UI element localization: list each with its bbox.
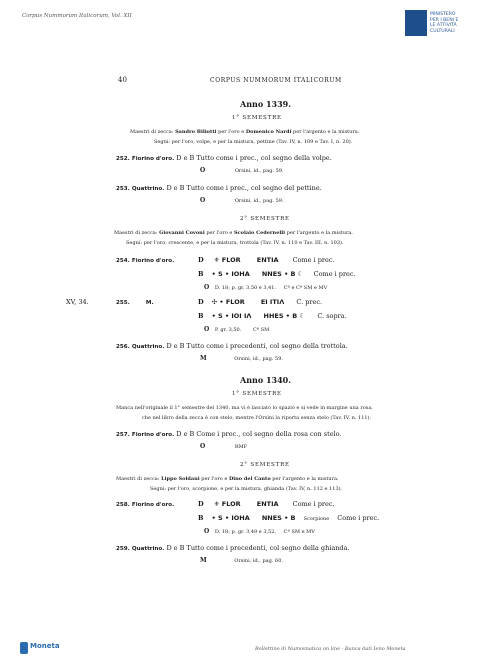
marks-line: Segni: per l'oro, crescente, e per la mistura, trottola (Tav. IV, n. 110 e Tav. III, n. 103). <box>126 240 344 246</box>
entry-257: 257. Fiorino d'oro. D e B Come i prec., col segno della rosa con stelo. <box>116 430 342 438</box>
entry-255-plate-ref: XV, 34. <box>66 298 89 306</box>
ministry-logo <box>405 10 477 46</box>
entry-257-ref: O RMF <box>200 443 248 450</box>
logo-line: PER I BENI E <box>430 17 459 23</box>
entry-255-reverse: B • S • IOI IΛ HHES • B ☾ C. sopra. <box>198 312 347 320</box>
journal-title: Corpus Nummorum Italicorum, Vol. XII <box>22 13 132 19</box>
year-heading: Anno 1340. <box>240 375 292 385</box>
entry-255: 255. M. <box>116 300 154 306</box>
entry-256: 256. Quattrino. D e B Tutto come i precedenti, col segno della trottola. <box>116 342 348 350</box>
entry-259-ref: M Orsini, id., pag. 60. <box>200 557 283 564</box>
logo-line: CULTURALI <box>430 28 455 34</box>
semester-heading: 1° SEMESTRE <box>232 391 282 397</box>
entry-254-obverse: D ⚜ FLOR ENTIA Come i prec. <box>198 256 335 264</box>
note-line: che nel libro della zecca è con stelo, mentre l'Orsini la riporta senza stelo (Tav. IV, n. 111). <box>142 415 372 421</box>
mint-masters-line: Maestri di zecca: Giovanni Covoni per l'oro e Scolaio Cedernelli per l'argento e la mistura. <box>114 230 353 236</box>
entry-253-ref: O Orsini, id., pag. 59. <box>200 197 284 204</box>
entry-255-obverse: D ✣ • FLOR EI ITIΛ C. prec. <box>198 298 323 306</box>
moneta-logo: Moneta <box>20 640 54 656</box>
entry-258-obverse: D ⚜ FLOR ENTIA Come i prec. <box>198 500 335 508</box>
entry-256-ref: M Orsini, id., pag. 59. <box>200 355 283 362</box>
footer-text: Bollettino di Numismatica on line - Banca dati Ieno Moneta <box>255 646 406 652</box>
entry-252-ref: O Orsini, id., pag. 59. <box>200 167 284 174</box>
entry-253: 253. Quattrino. D e B Tutto come i prec., col segno del pettine. <box>116 184 322 192</box>
moneta-logo-icon <box>20 642 28 654</box>
entry-259: 259. Quattrino. D e B Tutto come i precedenti, col segno della ghianda. <box>116 544 350 552</box>
entry-252: 252. Fiorino d'oro. D e B Tutto come i prec., col segno della volpe. <box>116 154 332 162</box>
entry-258-ref: O D. 18; p. gr. 3,49 e 3,52. Cª SM e MV <box>204 528 315 535</box>
marks-line: Segni: per l'oro, scorpione, e per la mistura, ghianda (Tav. IV, n. 112 e 113). <box>150 486 343 492</box>
running-head: CORPUS NUMMORUM ITALICORUM <box>210 77 342 84</box>
semester-heading: 1° SEMESTRE <box>232 115 282 121</box>
entry-254-ref: O D. 18; p. gr. 3,50 e 3,41. Cª e Cª SM e MV <box>204 284 328 291</box>
ministry-emblem-icon <box>405 10 427 36</box>
logo-line: MINISTERO <box>430 12 456 17</box>
semester-heading: 2° SEMESTRE <box>240 462 290 468</box>
entry-254-reverse: B • S • IOHA NNES • B ☾ Come i prec. <box>198 270 356 278</box>
marks-line: Segni: per l'oro, volpe, e per la mistura, pettine (Tav. IV, n. 109 e Tav. I, n. 20). <box>154 139 353 145</box>
mint-masters-line: Maestri di zecca: Lippo Soldani per l'oro e Dino del Canto per l'argento e la mistura. <box>116 476 339 482</box>
entry-255-ref: O P. gr. 3,50. Cª SM <box>204 326 270 333</box>
entry-258: 258. Fiorino d'oro. <box>116 502 175 508</box>
logo-line: LE ATTIVITÀ <box>430 23 457 29</box>
entry-254: 254. Fiorino d'oro. <box>116 258 175 264</box>
year-heading: Anno 1339. <box>240 99 292 109</box>
page-number: 40 <box>118 76 127 84</box>
mint-masters-line: Maestri di zecca: Sandro Biliotti per l'oro e Domenico Nardi per l'argento e la mistura. <box>130 129 360 135</box>
semester-heading: 2° SEMESTRE <box>240 216 290 222</box>
entry-258-reverse: B • S • IOHA NNES • B Scorpione Come i prec. <box>198 514 380 522</box>
note-line: Manca nell'originale il 1° semestre del 1340, ma vi è lasciato lo spazio e si vede in margine una rosa, <box>116 405 373 411</box>
